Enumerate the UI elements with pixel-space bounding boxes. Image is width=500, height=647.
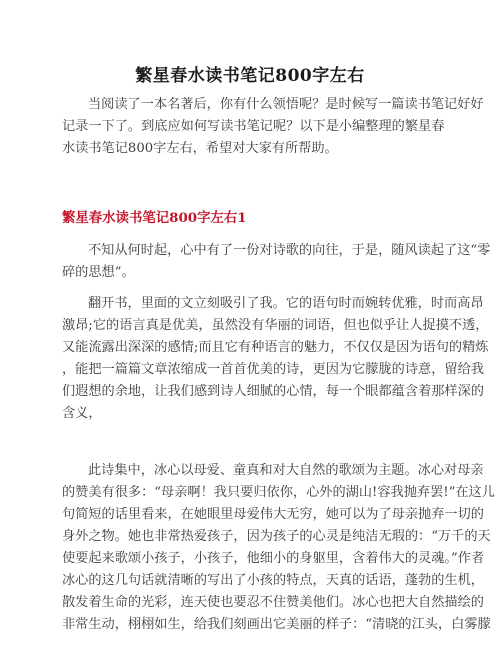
intro-line-2: 记录一下了。到底应如何写读书笔记呢？以下是小编整理的繁星春 xyxy=(62,119,445,134)
section-heading: 繁星春水读书笔记800字左右1 xyxy=(62,210,247,226)
para2-line-1: 翻开书，里面的文立刻吸引了我。它的语句时而婉转优雅，时而高昂 xyxy=(88,296,484,311)
intro-line-3: 水读书笔记800字左右，希望对大家有所帮助。 xyxy=(62,141,338,156)
document-title: 繁星春水读书笔记800字左右 xyxy=(135,66,365,86)
para3-line-6: 冰心的这几句话就清晰的写出了小孩的特点，天真的话语，蓬勃的生机， xyxy=(62,573,484,588)
para3-line-1: 此诗集中，冰心以母爱、童真和对大自然的歌颂为主题。冰心对母亲 xyxy=(88,463,484,478)
para3-line-8: 非常生动，栩栩如生，给我们刻画出它美丽的样子：“清晓的江头，白雾朦 xyxy=(62,617,491,632)
para3-line-2: 的赞美有很多：“母亲啊！我只要归依你，心外的湖山!容我抛弃罢!”在这儿 xyxy=(62,485,495,500)
intro-paragraph xyxy=(62,94,484,160)
para2-line-4: ，能把一篇篇文章浓缩成一首首优美的诗，更因为它朦胧的诗意，留给我 xyxy=(62,362,484,377)
para2-line-2: 激昂;它的语言真是优美，虽然没有华丽的词语，但也似乎让人捉摸不透， xyxy=(62,318,489,333)
para2-line-3: 又能流露出深深的感情;而且它有种语言的魅力，不仅仅是因为语句的精炼 xyxy=(62,340,489,355)
para2-line-6: 含义， xyxy=(62,406,102,421)
para3-line-3: 句简短的话里看来，在她眼里母爱伟大无穷，她可以为了母亲抛弃一切的 xyxy=(62,507,484,522)
paragraph-1 xyxy=(62,240,491,284)
paragraph-2 xyxy=(62,293,489,425)
intro-line-1: 当阅读了一本名著后，你有什么领悟呢？是时候写一篇读书笔记好好 xyxy=(88,97,484,112)
para1-line-2: 碎的思想”。 xyxy=(62,265,135,280)
para3-line-4: 身外之物。她也非常热爱孩子，因为孩子的心灵是纯洁无瑕的：“万千的天 xyxy=(62,529,491,544)
para3-line-5: 使要起来歌颂小孩子，小孩子，他细小的身躯里，含着伟大的灵魂。”作者 xyxy=(62,551,485,566)
para3-line-7: 散发着生命的光彩，连天使也要忍不住赞美他们。冰心也把大自然描绘的 xyxy=(62,595,484,610)
para1-line-1: 不知从何时起，心中有了一份对诗歌的向往，于是，随风读起了这“零 xyxy=(88,243,491,258)
para2-line-5: 们遐想的余地，让我们感到诗人细腻的心情，每一个眼都蕴含着那样深的 xyxy=(62,384,484,399)
paragraph-3 xyxy=(62,460,495,636)
